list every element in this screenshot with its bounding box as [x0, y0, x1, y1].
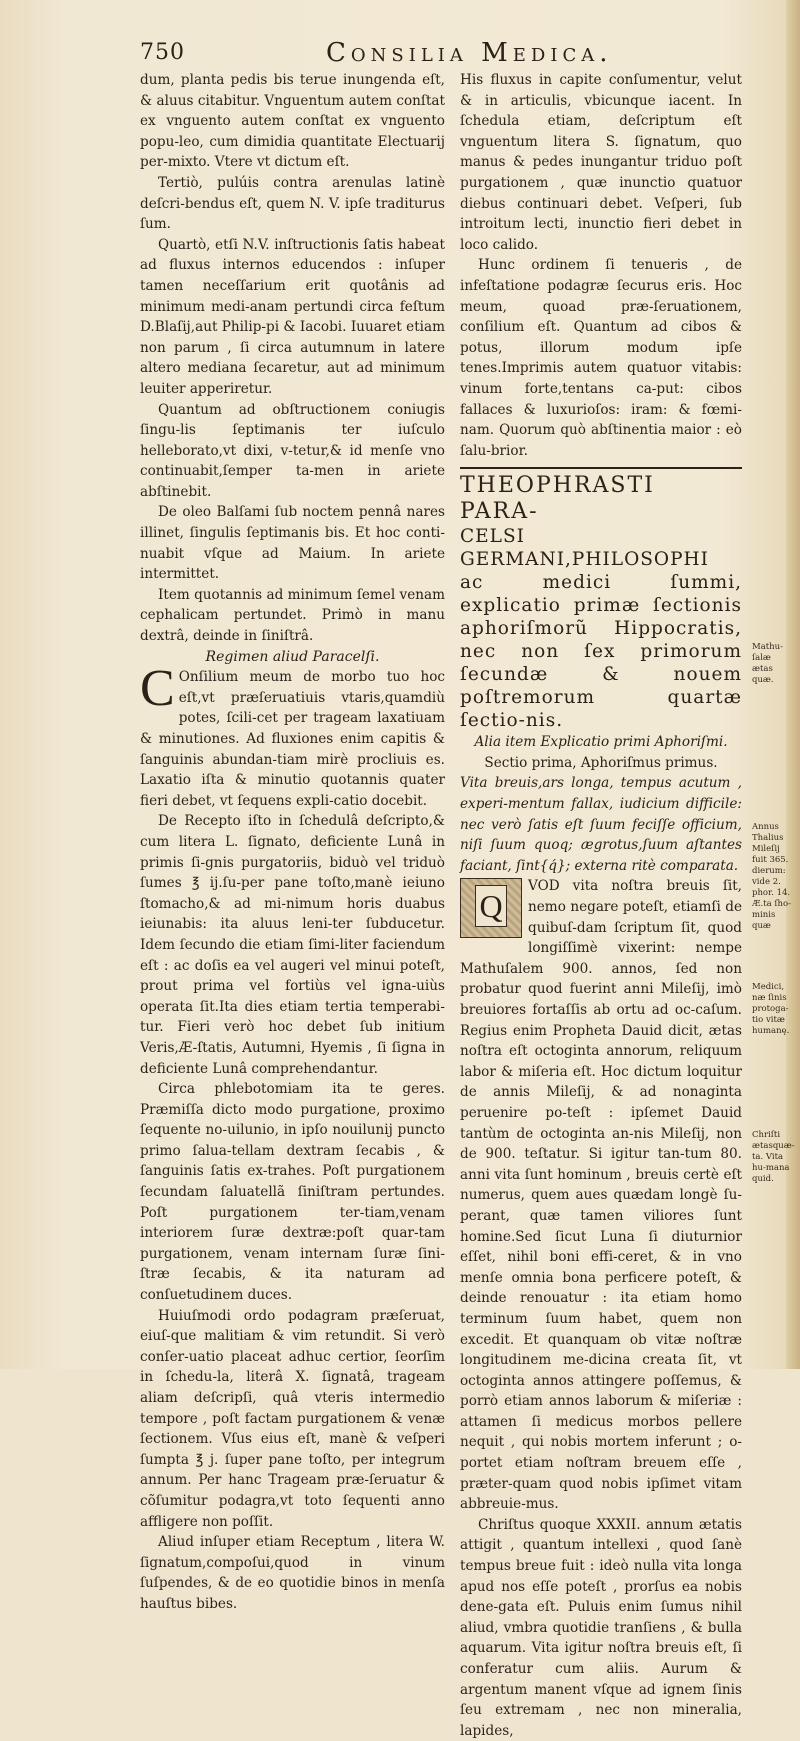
page-number: 750: [140, 40, 185, 65]
divider-rule: [460, 467, 742, 469]
paragraph: Chriſtus quoque XXXII. annum ætatis attigit , quantum intellexi , quod ſanè tempus breue fuit : ideò nulla vita longa apud nos eſſe poteſt , prorſus ea nobis dene-gata eſt. Puluis enim ſumus nihil aliud, vmbra quotidie tranſiens , & bulla aquarum. Vita igitur noſtra breuis eſt, ſi conferatur cum aliis. Aurum & argentum manent vſque ad ignem ſinis ſeu extremam , nec non mineralia, lapides,: [460, 1516, 742, 1739]
aphorism-text: Vita breuis,ars longa, tempus acutum , experi-mentum fallax, iudicium difficile: nec verò ſatis eſt ſuum feciſſe officium, niſi ſuum quoq; ægrotus,ſuum aſtantes faciant, ſint{q́}; externa ritè comparata.: [460, 775, 742, 874]
paragraph-text: Onſilium meum de morbo tuo hoc eſt,vt præſeruatiuis vtaris,quamdiù potes, ſcili-cet per trageam laxatiuam & minutiones. Ad fluxiones enim capitis & ſanguinis abundan-tiam mirè procliuis es. Laxatio iſta & minutio quotannis quater fieri debet, vt ſequens expli-catio docebit.: [140, 669, 445, 809]
paragraph: Tertiò, pulúis contra arenulas latinè deſcri-bendus eſt, quem N. V. ipſe traditurus ſum.: [140, 174, 445, 233]
ornamental-initial: [460, 878, 522, 938]
paragraph-with-dropcap: [460, 876, 742, 1514]
margin-note: Medici, næ ſinis protoga-tio vitæ humanę.: [752, 982, 790, 1036]
drop-cap: C: [140, 660, 175, 718]
margin-note: Annus Thalius Mileſij fuit 365. dierum: vide 2. phor. 14. Æ.ta ſho-minis quæ: [752, 822, 792, 931]
paragraph: Circa phlebotomiam ita te geres. Præmiſſa dicto modo purgatione, proximo ſequente no-uilunio, in ipſo nouilunij puncto primo ſalua-tellam dextram ſecabis , & ſanguinis ſatis ex-trahes. Poſt purgationem ſecundam ſaluatellã ſiniſtram pertundes. Poſt purgationem ter-tiam,venam interiorem ſuræ dextræ:poſt quar-tam purgationem, venam internam ſuræ ſini-ſtræ ſecabis, & ita naturam ad conſuetudinem duces.: [140, 1081, 445, 1304]
chapter-title-line1: THEOPHRASTI PARA-: [460, 473, 655, 525]
chapter-title-line3: ac medici ſummi, explicatio primæ ſectionis aphoriſmorũ Hippocratis, nec non ſex primorum ſecundæ & nouem poſtremorum quartæ ſectio-nis.: [460, 572, 742, 732]
paragraph-text: VOD vita noſtra breuis ſit, nemo negare poteſt, etiamſi de quibuſ-dam ſcriptum ſit, quod longiſſimè vixerint: nempe Mathuſalem 900. annos, ſed non probatur quod fuerint anni Mileſij, imò breuiores fortaſſis ab ortu ad oc-caſum. Regius enim Propheta Dauid dicit, ætas noſtra eſt octoginta annorum, reliquum labor & miſeria eſt. Hoc dictum loquitur de annis Mileſij, & ad nonaginta peruenire po-teſt : ipſemet Dauid tantùm de octoginta an-nis Mileſij, non de 900. teſtatur. Si igitur tan-tum 80. anni vita ſunt hominum , breuis certè eſt numerus, quem aues quædam longè ſu-perant, quæ tamen viliores ſunt homine.Sed ſicut Luna ſi diuturnior eſſet, nihil boni effi-ceret, & in vno menſe omnia bona perficere poteſt, & deinde renouatur : ita etiam homo terminum ſuum habet, quem non excedit. Et quanquam ob vitæ noſtræ longitudinem me-dicina creata ſit, vt octoginta annos attingere poſſemus, & porrò etiam annos laborum & miſeriæ : attamen ſi medicus morbos pellere nequit , qui nobis mortem inferunt ; o-portet etiam noſtram breuem eſſe , præter-quam quod nobis ipſimet vitam abbreuie-mus.: [460, 878, 742, 1513]
paragraph: De Recepto iſto in ſchedulâ deſcripto,& cum litera L. ſignato, deficiente Lunâ in primis ſi-gnis purgatoriis, biduò vel triduò ſumes ℥ ij.ſu-per pane toſto,manè ieiuno ſtomacho,& ad mi-nimum horis duabus ieiunabis: ita aluus leni-ter ſubducetur. Idem ſecundo die etiam ſimi-liter faciendum eſt : ac doſis ea vel augeri vel minui poteſt, prout prima vel fortiùs vel igna-uiùs operata ſit.Ita dies etiam tertia temperabi-tur. Fieri verò hoc debet ſub initium Veris,Æ-ſtatis, Autumni, Hyemis , ſi ſigna in deficiente Lunâ comprehendantur.: [140, 813, 445, 1077]
section-heading: Regimen aliud Paracelſi.: [205, 648, 380, 665]
left-column: [140, 70, 445, 1615]
margin-note: Chriſti ætasquæ-ta. Vita hu-mana quid.: [752, 1130, 795, 1184]
paragraph: dum, planta pedis bis terue inungenda eſt, & aluus citabitur. Vnguentum autem conſtat ex vnguento autem conſtat ex vnguento popu-leo, cum dimidia quantitate Electuarij per-mixto. Vtere vt dictum eſt.: [140, 72, 445, 171]
paragraph: De oleo Balſami ſub noctem pennâ nares illinet, ſingulis ſeptimanis bis. Et hoc conti-nuabit vſque ad Maium. In ariete intermittet.: [140, 504, 445, 583]
alt-title: Alia item Explicatio primi Aphoriſmi.: [474, 734, 728, 751]
paragraph: Aliud inſuper etiam Receptum , litera W. ſignatum,compoſui,quod in vinum ſuſpendes, & de eo quotidie binos in menſa hauſtus bibes.: [140, 1534, 445, 1612]
margin-note: Mathu-ſalæ ætas quæ.: [752, 642, 784, 685]
chapter-title-line2: CELSI GERMANI,PHILOSOPHI: [460, 526, 709, 571]
paragraph: Quartò, etſi N.V. inſtructionis ſatis habeat ad fluxus internos educendos : inſuper tamen neceſſarium erit quotânis ad minimum medi-anam pertundi circa feſtum D.Blaſij,aut Philip-pi & Iacobi. Iuuaret etiam non parum , ſi circa autumnum in latere altero mediana ſecaretur, aut ad minimum leuiter apperiretur.: [140, 236, 445, 397]
paragraph: Huiuſmodi ordo podagram præſeruat, eiuſ-que malitiam & vim retundit. Si verò conſer-uatio placeat adhuc certior, ſeorſim in ſchedu-la, literâ X. ſignatâ, trageam aliam deſcripſi, quâ vteris intermedio tempore , poſt factam purgationem & venæ ſectionem. Vſus eius eſt, manè & veſperi ſumpta ℥ j. ſuper pane toſto, per integrum annum. Per hanc Trageam præ-ſeruatur & cõſumitur podagra,vt toto ſequenti anno affligere non poſſit.: [140, 1307, 445, 1530]
drop-cap: Q: [475, 885, 507, 927]
paragraph: Quantum ad obſtructionem coniugis ſingu-lis ſeptimanis ter iuſculo helleborato,vt dixi, v-tetur,& id menſe vno continuabit,ſemper ta-men in ariete abſtinebit.: [140, 401, 445, 500]
paragraph: Item quotannis ad minimum ſemel venam cephalicam pertundet. Primò in manu dextrâ, deinde in ſiniſtrâ.: [140, 586, 445, 645]
right-column: [460, 70, 742, 1741]
section-label: Sectio prima, Aphoriſmus primus.: [484, 754, 718, 771]
paragraph: His fluxus in capite conſumentur, velut & in articulis, vbicunque iacent. In ſchedula etiam, deſcriptum eſt vnguentum litera S. ſignatum, quo manus & pedes inungantur triduo poſt purgationem , quæ inunctio quatuor diebus continuari debet. Veſperi, ſub introitum lecti, inunctio fieri debet in loco calido.: [460, 72, 742, 253]
paragraph-with-dropcap: [140, 660, 445, 811]
paragraph: Hunc ordinem ſi tenueris , de infeſtatione podagræ ſecurus eris. Hoc meum, quoad præ-ſeruationem, conſilium eſt. Quantum ad cibos & potus, illorum modum ipſe tenes.Imprimis autem quatuor vitabis: vinum forte,tentans ca-put: cibos fallaces & luxurioſos: iram: & fœmi-nam. Quorum quò abſtinentia maior : eò ſalu-brior.: [460, 257, 742, 459]
running-title: Consilia Medica.: [326, 38, 613, 68]
